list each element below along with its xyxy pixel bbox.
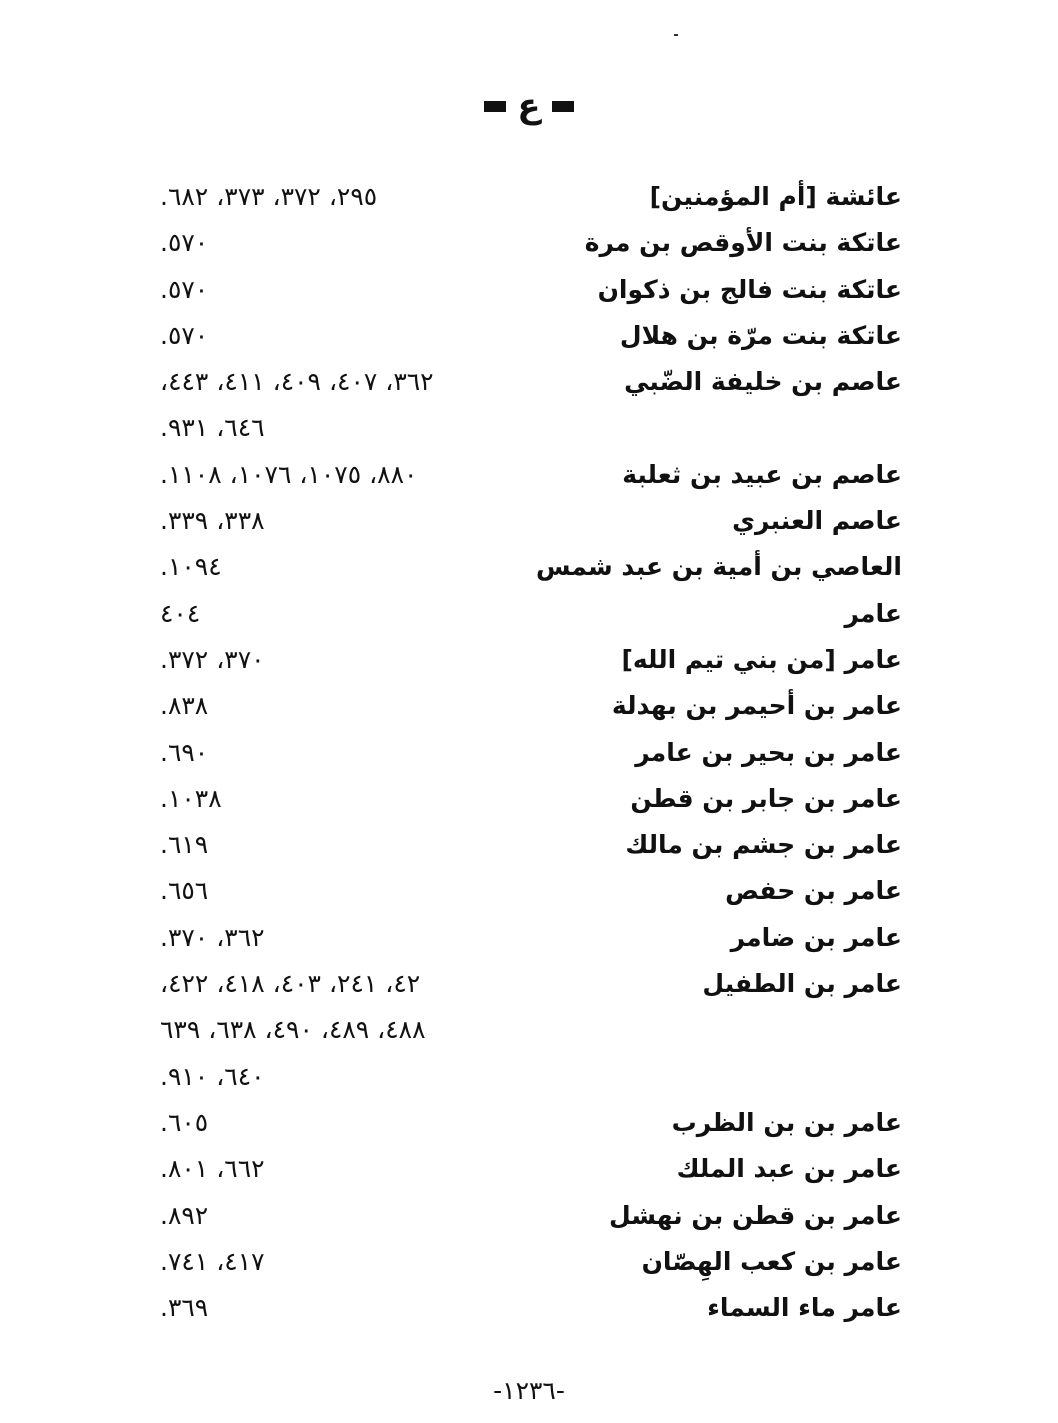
entry-name: عاصم بن خليفة الضّبي	[624, 367, 902, 397]
index-entry	[140, 1285, 910, 1331]
index-entry	[140, 683, 910, 729]
index-entry	[140, 359, 910, 405]
entry-name: عامر [من بني تيم الله]	[621, 644, 902, 674]
entry-pages: ٣٦٢، ٤٠٧، ٤٠٩، ٤١١، ٤٤٣،	[160, 367, 434, 397]
index-entry	[140, 776, 910, 822]
index-entry	[140, 1007, 910, 1053]
header-bar-left	[484, 101, 506, 112]
entry-name: عاتكة بنت الأوقص بن مرة	[584, 228, 902, 258]
entry-name: عامر ماء السماء	[707, 1293, 902, 1323]
index-entry	[140, 544, 910, 590]
index-entry	[140, 1100, 910, 1146]
entry-pages: ٥٧٠.	[160, 274, 209, 304]
entry-pages: ٣٦٢، ٣٧٠.	[160, 922, 265, 952]
entry-name: عامر بن ضامر	[730, 922, 902, 952]
page-number: -١٢٣٦-	[493, 1376, 565, 1405]
index-entry	[140, 1054, 910, 1100]
entry-pages: ٨٨٠، ١٠٧٥، ١٠٧٦، ١١٠٨.	[160, 459, 418, 489]
entry-pages: ٥٧٠.	[160, 228, 209, 258]
entry-pages: ٦٠٥.	[160, 1107, 209, 1137]
index-entry	[140, 822, 910, 868]
header-bar-right	[552, 101, 574, 112]
entry-name: عامر بن جشم بن مالك	[625, 830, 902, 860]
entry-pages: ٢٩٥، ٣٧٢، ٣٧٣، ٦٨٢.	[160, 182, 378, 211]
entry-name: عاصم العنبري	[732, 506, 902, 536]
entry-name: عامر بن جابر بن قطن	[630, 783, 902, 813]
entry-pages: ١٠٩٤.	[160, 552, 222, 582]
entry-pages: ٤٢، ٢٤١، ٤٠٣، ٤١٨، ٤٢٢،	[160, 969, 421, 999]
entry-pages: ٤٨٨، ٤٨٩، ٤٩٠، ٦٣٨، ٦٣٩	[160, 1015, 426, 1045]
entry-pages: ١٠٣٨.	[160, 783, 222, 813]
entry-name: عامر بن بحير بن عامر	[635, 737, 902, 767]
entry-pages: ٣٦٩.	[160, 1293, 209, 1323]
entry-pages: ٦١٩.	[160, 830, 209, 860]
index-entry	[140, 591, 910, 637]
entry-pages: ٣٣٨، ٣٣٩.	[160, 506, 265, 536]
index-entry	[140, 220, 910, 266]
entry-name: عامر بن حفص	[725, 876, 902, 906]
index-entry	[140, 730, 910, 776]
entry-pages: ٥٧٠.	[160, 320, 209, 350]
entry-name: العاصي بن أمية بن عبد شمس	[535, 552, 902, 582]
entry-pages: ٦٥٦.	[160, 876, 209, 906]
entry-pages: ٦٤٠، ٩١٠.	[160, 1061, 265, 1091]
entry-name: عامر بن بن الظرب	[671, 1107, 902, 1137]
entry-name: عامر بن الطفيل	[702, 969, 902, 999]
index-entry	[140, 1146, 910, 1192]
entry-pages: ٨٣٨.	[160, 691, 209, 721]
entry-name: عامر بن قطن بن نهشل	[609, 1200, 902, 1230]
index-entry	[140, 452, 910, 498]
entry-name: عاتكة بنت فالج بن ذكوان	[597, 274, 902, 304]
entry-name: عامر	[844, 598, 902, 628]
index-entry	[140, 498, 910, 544]
entry-pages: ٤١٧، ٧٤١.	[160, 1246, 265, 1276]
entry-name: عامر بن كعب الهِصّان	[641, 1246, 902, 1276]
index-entry	[140, 267, 910, 313]
index-entry	[140, 1193, 910, 1239]
index-entry	[140, 961, 910, 1007]
entry-pages: ٦٤٦، ٩٣١.	[160, 413, 265, 443]
entry-pages: ٨٩٢.	[160, 1200, 209, 1230]
index-list	[140, 174, 910, 1331]
index-entry	[140, 1239, 910, 1285]
entry-pages: ٦٩٠.	[160, 737, 209, 767]
entry-name: عاصم بن عبيد بن ثعلبة	[622, 459, 902, 489]
index-entry	[140, 915, 910, 961]
entry-name: عاتكة بنت مرّة بن هلال	[619, 320, 902, 350]
entry-pages: ٦٦٢، ٨٠١.	[160, 1154, 265, 1184]
index-entry	[140, 868, 910, 914]
entry-pages: ٤٠٤	[160, 598, 201, 628]
index-entry	[140, 405, 910, 451]
index-entry	[140, 637, 910, 683]
entry-pages: ٣٧٠، ٣٧٢.	[160, 644, 265, 674]
stray-mark	[674, 34, 678, 36]
section-header	[0, 86, 1058, 126]
index-entry	[140, 174, 910, 220]
entry-name: عائشة [أم المؤمنين]	[649, 182, 902, 211]
index-entry	[140, 313, 910, 359]
section-letter: ع	[517, 86, 541, 126]
entry-name: عامر بن عبد الملك	[676, 1154, 902, 1184]
entry-name: عامر بن أحيمر بن بهدلة	[611, 691, 902, 721]
